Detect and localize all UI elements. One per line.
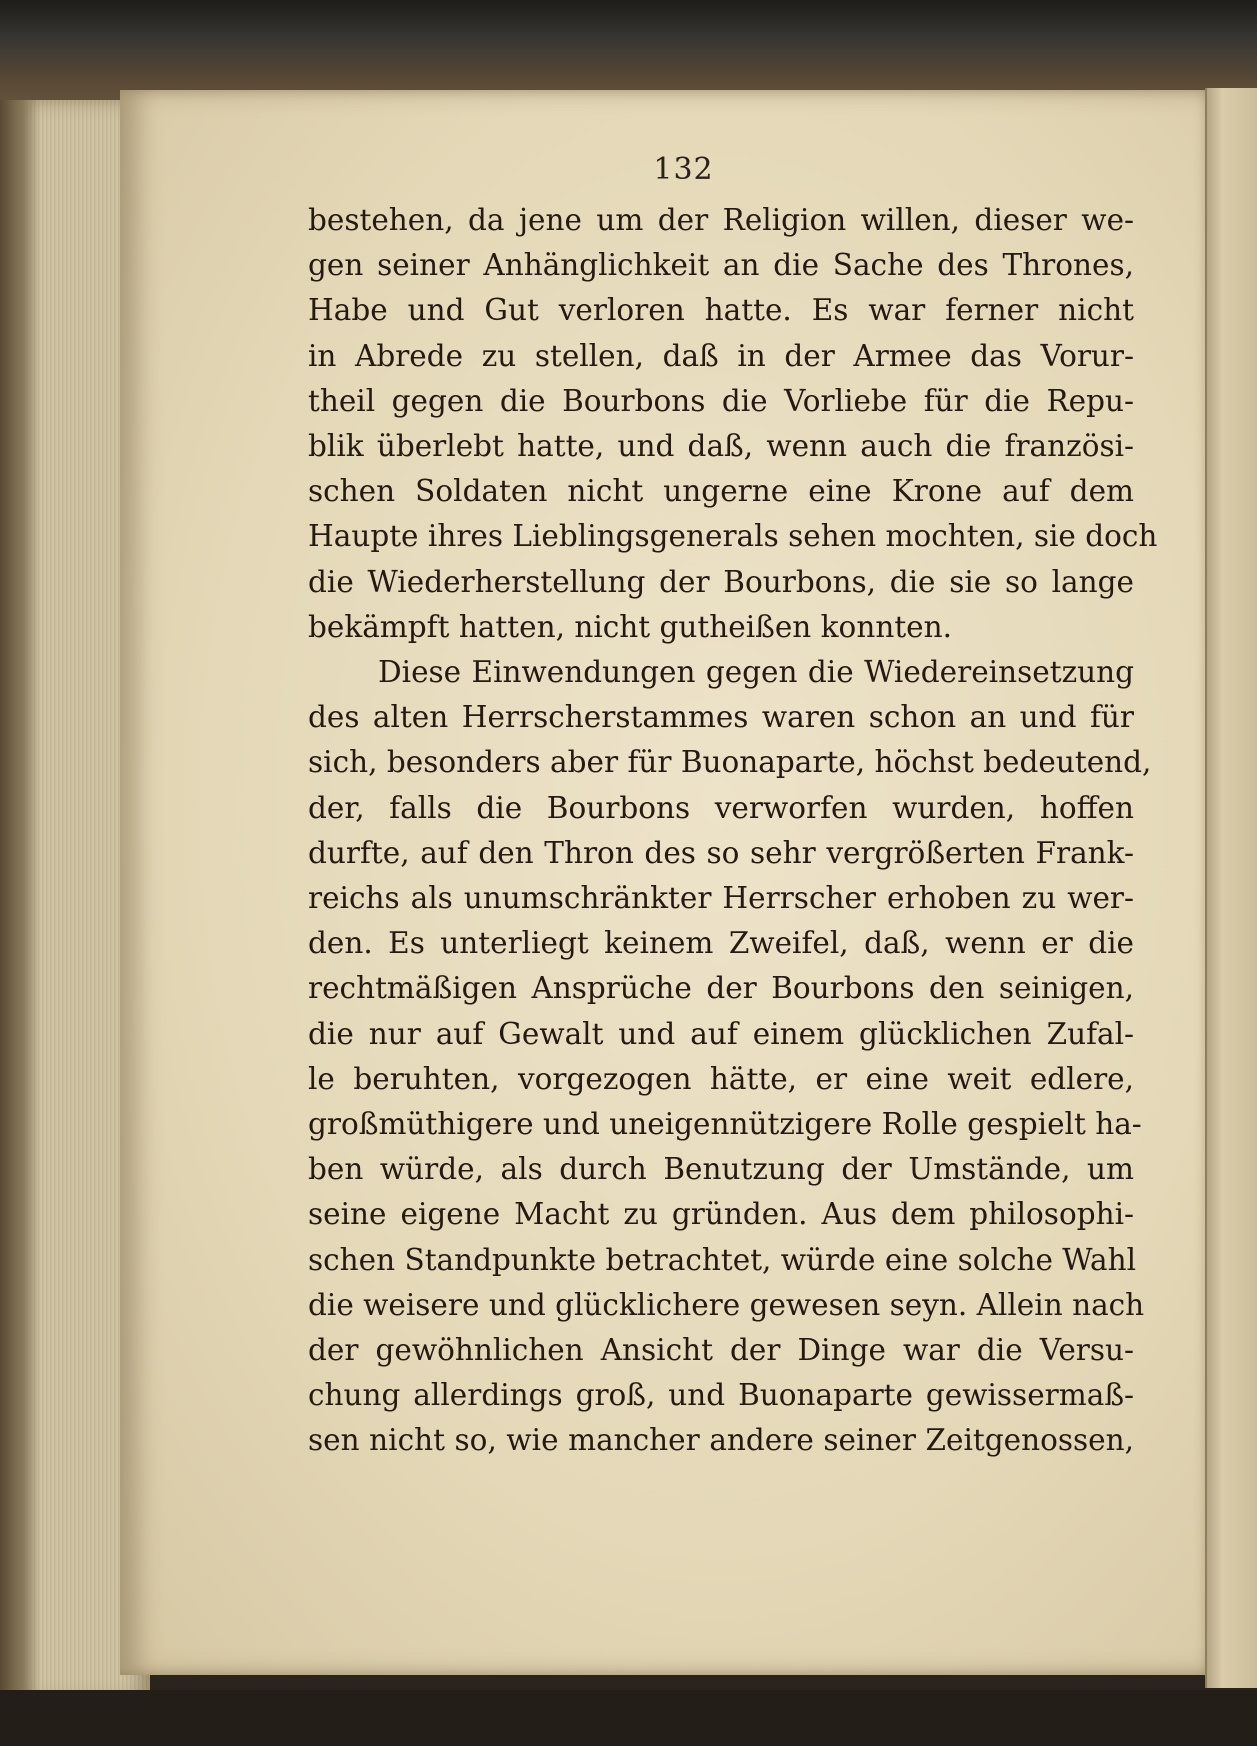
text-line: durfte, auf den Thron des so sehr vergrößerten Frank- (308, 835, 1134, 870)
page-number: 132 (653, 152, 714, 187)
text-line: sen nicht so, wie mancher andere seiner Zeitgenossen, (308, 1423, 1134, 1458)
text-line: großmüthigere und uneigennützigere Rolle gespielt ha- (308, 1107, 1142, 1142)
text-line: die weisere und glücklichere gewesen seyn. Allein nach (308, 1287, 1145, 1322)
page-text (308, 198, 1158, 1464)
text-line: schen Soldaten nicht ungerne eine Krone auf dem (308, 474, 1134, 509)
text-line: der, falls die Bourbons verworfen wurden, hoffen (308, 790, 1134, 825)
text-line: in Abrede zu stellen, daß in der Armee das Vorur- (308, 338, 1134, 373)
text-line: seine eigene Macht zu gründen. Aus dem philosophi- (308, 1197, 1134, 1232)
background-bottom (0, 1690, 1257, 1746)
next-page-edge (1205, 88, 1257, 1688)
text-line: ben würde, als durch Benutzung der Umstände, um (308, 1152, 1134, 1187)
text-line: gen seiner Anhänglichkeit an die Sache des Thrones, (308, 248, 1134, 283)
text-line: le beruhten, vorgezogen hätte, er eine weit edlere, (308, 1061, 1134, 1096)
text-line: die Wiederherstellung der Bourbons, die sie so lange (308, 564, 1134, 599)
text-line: Haupte ihres Lieblingsgenerals sehen mochten, sie doch (308, 519, 1158, 554)
text-line: bestehen, da jene um der Religion willen, dieser we- (308, 203, 1134, 237)
text-line: des alten Herrscherstammes waren schon an und für (308, 700, 1134, 735)
text-line: blik überlebt hatte, und daß, wenn auch die französi- (308, 429, 1134, 464)
text-line: der gewöhnlichen Ansicht der Dinge war die Versu- (308, 1333, 1134, 1368)
text-line: chung allerdings groß, und Buonaparte gewissermaß- (308, 1378, 1134, 1413)
book-cover-edge (0, 100, 40, 1700)
paragraph-end-line: bekämpft hatten, nicht gutheißen konnten. (308, 609, 953, 644)
text-line: den. Es unterliegt keinem Zweifel, daß, wenn er die (308, 926, 1134, 961)
text-line: reichs als unumschränkter Herrscher erhoben zu wer- (308, 881, 1134, 916)
text-line: die nur auf Gewalt und auf einem glücklichen Zufal- (308, 1016, 1134, 1051)
text-line: Habe und Gut verloren hatte. Es war ferner nicht (308, 293, 1134, 328)
paragraph-start-line: Diese Einwendungen gegen die Wiedereinsetzung (378, 655, 1134, 690)
text-line: rechtmäßigen Ansprüche der Bourbons den seinigen, (308, 971, 1134, 1006)
text-line: theil gegen die Bourbons die Vorliebe für die Repu- (308, 383, 1134, 418)
text-line: schen Standpunkte betrachtet, würde eine solche Wahl (308, 1242, 1137, 1277)
text-line: sich, besonders aber für Buonaparte, höchst bedeutend, (308, 745, 1152, 780)
